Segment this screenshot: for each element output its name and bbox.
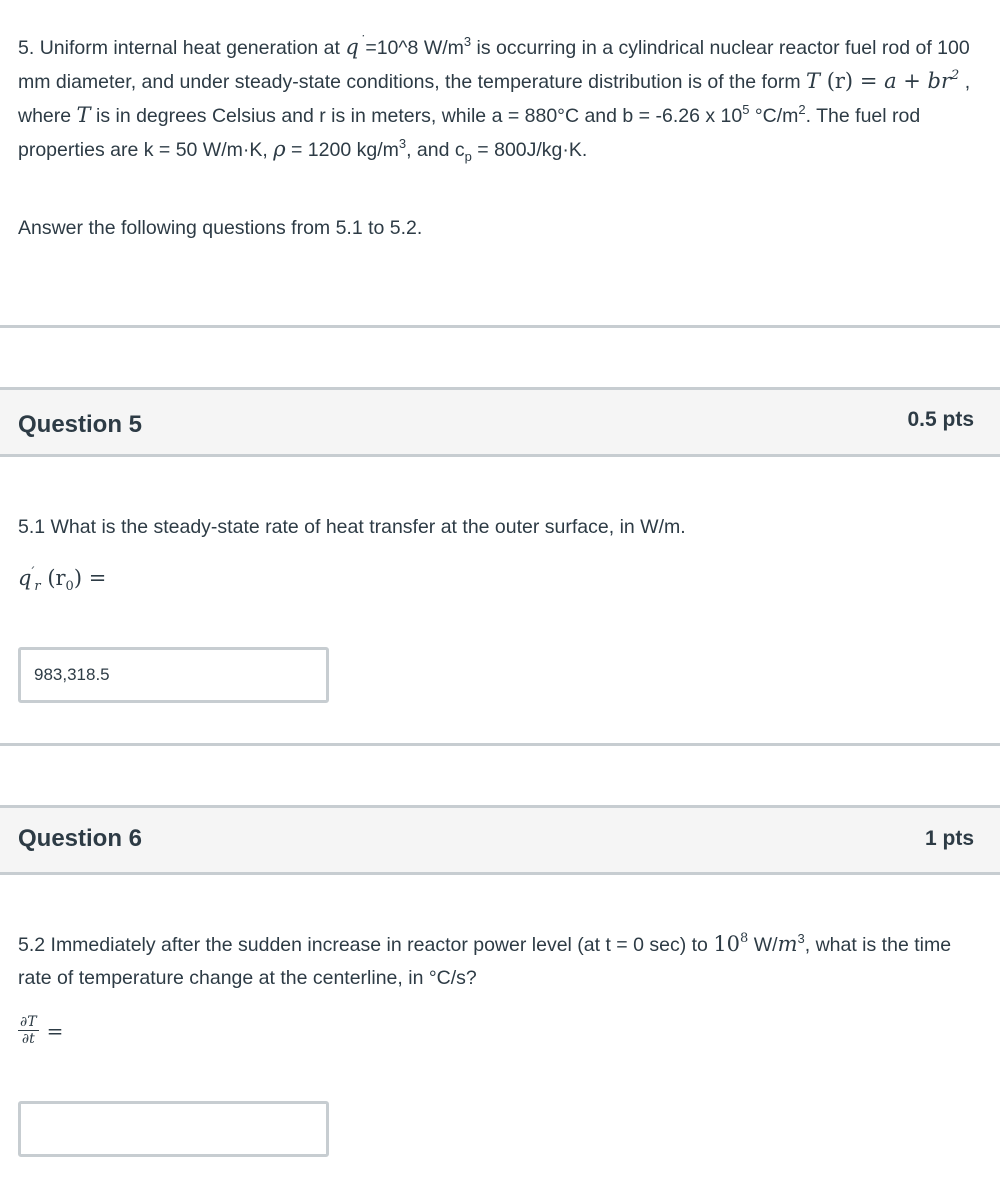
instruction-text: Answer the following questions from 5.1 to 5.2.: [18, 217, 423, 239]
question-6-text: 5.2 Immediately after the sudden increase in reactor power level (at t = 0 sec) to $10^8$ $W/m^3$, what is the time rate of temperature change at the centerline, in °C/s?: [18, 930, 952, 989]
question-6-formula: $\frac{\partial T}{\partial t}$ =: [20, 1014, 64, 1047]
question-5-points: 0.5 pts: [907, 408, 974, 431]
question-divider: [0, 743, 1000, 746]
question-divider: [0, 325, 1000, 328]
temperature-formula: T $(r) = a + br^2$: [805, 68, 960, 93]
question-6-title: Question 6: [18, 825, 143, 852]
question-5-answer-input[interactable]: [18, 647, 329, 703]
q-dot-symbol: q˙: [345, 34, 366, 59]
question-5-header: [0, 387, 1000, 457]
question-6-answer-input[interactable]: [18, 1101, 329, 1157]
problem-statement: 5. Uniform internal heat generation at q˙=10^8 $W/m^3$ is occurring in a cylindrical nuclear reactor fuel rod of 100 mm diameter, and under steady-state conditions, the temperature distribution is of the form T $(r) = a + br^2$ , where T is in degrees Celsius and r is in meters, while a = 880°C and b = -6.26 x $10^5$ $^\circ C/m^2$. The fuel rod properties are k = 50 W/m·K, ρ = 1200 $kg/m^3$, and $c_p = 800J/kg\cdot K$.: [18, 33, 971, 164]
question-5-text: 5.1 What is the steady-state rate of heat transfer at the outer surface, in W/m.: [18, 516, 686, 538]
question-5-title: Question 5: [18, 411, 143, 438]
partial-derivative: $\frac{\partial T}{\partial t}$: [20, 1014, 37, 1047]
question-6-header: [0, 805, 1000, 875]
question-6-points: 1 pts: [924, 827, 974, 850]
problem-number: 5.: [18, 37, 35, 59]
question-5-formula: $q'_r$ $(r_0)$ =: [18, 565, 107, 595]
